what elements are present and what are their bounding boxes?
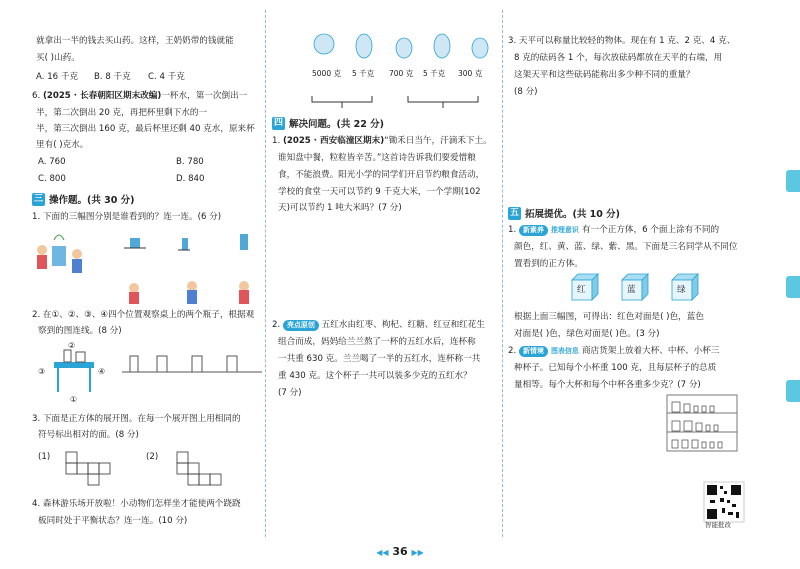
page-number: 36: [392, 545, 408, 558]
e1-line-5: 对面是( )色，绿色对面是( )色。(3 分): [514, 329, 660, 339]
section-4-heading: [272, 116, 384, 130]
cube-net-2: [177, 452, 221, 485]
column-two: [272, 0, 498, 539]
p1-line-2: 谁知盘中餐，粒粒皆辛苦。”这首诗告诉我们要爱惜粮: [278, 153, 476, 163]
o2-line-2: 察到的图连线。(8 分): [38, 326, 122, 336]
column-three: [508, 0, 770, 539]
q6-line-1: [32, 89, 247, 104]
section-3-title: 操作题。(共 30 分): [49, 195, 135, 206]
e1-line-3: 置看到的正方体。: [514, 259, 583, 269]
weight-label-4: 5 千克: [423, 69, 446, 78]
net-2-label: (2): [146, 452, 159, 462]
monkey-icon: [314, 34, 334, 54]
weight-label-2: 5 千克: [352, 69, 375, 78]
page-number-footer: [360, 545, 440, 558]
position-3-label: ③: [38, 367, 46, 376]
squirrel-icon: [434, 34, 450, 58]
column-one: [32, 0, 267, 539]
q5-choice-b: B. 8 千克: [94, 72, 131, 82]
o3-line-2: 符号标出相对的面。(8 分): [38, 430, 139, 440]
seesaw-right: [408, 96, 478, 102]
animal-row: [312, 30, 498, 70]
e1-tag-secondary: 推理意识: [550, 226, 579, 234]
p2-line-4: 重 430 克。这个杯子一共可以装多少克的五红水？: [278, 371, 472, 381]
qr-code[interactable]: [704, 482, 744, 522]
p3-line-2: 8 克的砝码各 1 个，每次放砝码都放在天平的右端，用: [514, 53, 723, 63]
section-5-badge: 五: [509, 207, 519, 218]
p1-number: 1.: [272, 136, 281, 146]
section-4-badge: 四: [273, 117, 283, 128]
p2-line-3: 一共重 630 克。兰兰喝了一半的五红水，连杯称一共: [278, 354, 481, 364]
view-front-shape: [240, 234, 248, 250]
e2-line-2: 种杯子。已知每个小杯重 100 克，且每层杯子的总质: [514, 363, 717, 373]
net-1-label: (1): [38, 452, 51, 462]
q6-number: 6.: [32, 91, 41, 101]
position-4-label: ④: [98, 367, 106, 376]
duck-icon: [396, 38, 412, 58]
e1-number: 1.: [508, 225, 517, 235]
view-top-shape: [130, 238, 140, 248]
weight-label-3: 700 克: [389, 69, 414, 78]
q6-choice-b: B. 780: [176, 157, 204, 167]
view-side-shape: [182, 238, 188, 250]
weight-label-5: 300 克: [458, 69, 483, 78]
e2-line-1: [508, 344, 719, 359]
q6-line-3: 半，第三次倒出 160 克，最后杯里还剩 40 克水，原来杯: [36, 124, 255, 134]
e1-line-4: 根据上面三幅图，可得出：红色对面是( )色，蓝色: [514, 312, 704, 322]
observer-figures: [129, 281, 249, 304]
e1-line-1: [508, 223, 719, 238]
q5-line-1: 就拿出一半的钱去买山药。这样，王奶奶带的钱就能: [36, 36, 234, 46]
p2-number: 2.: [272, 320, 281, 330]
q6-line-4: 里有( )克水。: [36, 140, 89, 150]
cup-shelf: [666, 394, 738, 452]
q5-choice-a: A. 16 千克: [36, 72, 79, 82]
seesaw-left: [312, 96, 372, 102]
o3-nets: [32, 448, 262, 498]
q6-stem: 一杯水，第一次倒出一: [161, 91, 248, 101]
o2-illustration: [32, 342, 262, 404]
edge-tab-1: [786, 170, 800, 192]
q6-choice-d: D. 840: [176, 174, 205, 184]
q5-line-2: 买( )山药。: [36, 53, 80, 63]
p3-line-3: 这架天平和这些砝码能称出多少种不同的重量？: [514, 70, 695, 80]
p2-stem: 五红水由红枣、枸杞、红糖、红豆和红花生: [321, 320, 485, 330]
q6-choice-c: C. 800: [38, 174, 66, 184]
qr-caption: 智能批改: [705, 521, 731, 529]
position-1-label: ①: [70, 395, 78, 404]
cube-1-face: 红: [577, 285, 586, 295]
e1-line-2: 颜色，红、黄、蓝、绿、紫、黑。下面是三名同学从不同位: [514, 242, 738, 252]
o4-line-1: 4. 森林游乐场开放啦！小动物们怎样坐才能使两个跷跷: [32, 499, 241, 509]
position-2-label: ②: [68, 341, 76, 350]
q6-line-2: 半，第二次倒出 20 克，再把杯里剩下水的一: [36, 108, 208, 118]
e2-stem: 商店货架上放着大杯、中杯、小杯三: [581, 346, 720, 356]
p1-stem: “锄禾日当午，汗滴禾下土。: [384, 136, 492, 146]
o2-line-1: 2. 在①、②、③、④四个位置观察桌上的两个瓶子，根据观: [32, 310, 255, 320]
section-3-badge: 三: [33, 193, 43, 204]
child-and-plant-scene: [37, 235, 82, 273]
e1-tag-primary: 新素养: [519, 225, 548, 236]
p3-line-4: (8 分): [514, 87, 538, 97]
p1-line-5: 天)可以节约 1 吨大米吗？(7 分): [278, 203, 402, 213]
cube-views: [568, 272, 718, 306]
p2-line-5: (7 分): [278, 388, 302, 398]
cube-2-face: 蓝: [627, 285, 636, 295]
p1-line-3: 食，不能浪费。阳光小学的同学们开启节约粮食活动，: [278, 170, 485, 180]
seesaws: [302, 88, 492, 112]
p1-source: (2025 · 西安临潼区期末): [282, 136, 385, 146]
e1-stem: 有一个正方体，6 个面上涂有不同的: [581, 225, 720, 235]
cube-net-1: [66, 452, 110, 485]
p2-line-2: 组合而成，妈妈给兰兰熬了一杯的五红水后，连杯称: [278, 337, 476, 347]
section-5-title: 拓展提优。(共 10 分): [525, 209, 621, 220]
section-3-heading: [32, 192, 135, 206]
column-divider-right: [502, 10, 503, 537]
e2-tag-primary: 新情境: [519, 346, 548, 357]
p1-line-4: 学校的食堂一天可以节约 9 千克大米，一个学期(102: [278, 187, 481, 197]
edge-tab-2: [786, 276, 800, 298]
cube-3-face: 绿: [677, 285, 686, 295]
section-5-heading: [508, 206, 620, 220]
o1-prompt: 1. 下面的三幅图分别是谁看到的？连一连。(6 分): [32, 212, 222, 222]
q6-source: (2025 · 长春朝阳区期末改编): [42, 91, 162, 101]
p2-line-1: [272, 318, 485, 333]
o1-illustration: [32, 226, 262, 306]
o3-line-1: 3. 下面是正方体的展开图。在每一个展开图上用相同的: [32, 414, 241, 424]
e2-line-3: 量相等。每个大杯和每个中杯各重多少克？(7 分): [514, 380, 701, 390]
cat-icon: [472, 38, 488, 58]
rabbit-icon: [356, 34, 372, 58]
q5-choice-c: C. 4 千克: [148, 72, 185, 82]
section-4-title: 解决问题。(共 22 分): [289, 119, 385, 130]
weight-label-1: 5000 克: [312, 69, 341, 78]
q6-choice-a: A. 760: [38, 157, 66, 167]
next-arrow-icon: ▶▶: [411, 548, 424, 557]
o4-line-2: 板同时处于平衡状态？连一连。(10 分): [38, 516, 188, 526]
e2-tag-secondary: 图表信息: [550, 347, 579, 355]
edge-tab-3: [786, 380, 800, 402]
e2-number: 2.: [508, 346, 517, 356]
p3-line-1: 3. 天平可以称量比较轻的物体。现在有 1 克、2 克、4 克、: [508, 36, 736, 46]
p2-tag: 亮点原创: [283, 320, 319, 331]
prev-arrow-icon: ◀◀: [376, 548, 389, 557]
p1-line-1: [272, 134, 492, 149]
